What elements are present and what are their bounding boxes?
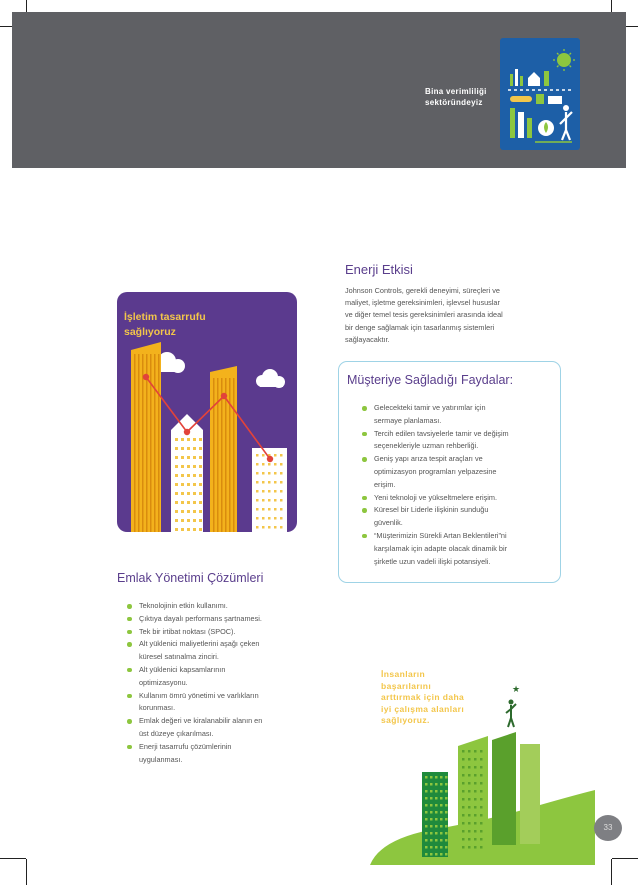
list-item-continuation bbox=[360, 543, 509, 556]
bullet-icon bbox=[127, 745, 132, 750]
list-item bbox=[360, 402, 509, 415]
list-item-text: uygulanması. bbox=[139, 754, 183, 764]
list-item bbox=[125, 626, 262, 639]
list-item-continuation bbox=[360, 517, 509, 530]
list-item-text: seçenekleriyle uzman rehberliği. bbox=[374, 441, 479, 451]
list-item-text: erişim. bbox=[374, 479, 396, 489]
real-estate-title: Emlak Yönetimi Çözümleri bbox=[117, 571, 264, 585]
list-item-text: Alt yüklenici kapsamlarının bbox=[139, 664, 226, 674]
list-item-text: Gelecekteki tamir ve yatırımlar için bbox=[374, 403, 486, 412]
list-item-text: “Müşterimizin Sürekli Artan Beklentileri”ni bbox=[374, 530, 507, 540]
paragraph-line: maliyet, işletme gereksinimleri, işlevsel hususlar bbox=[345, 298, 500, 308]
list-item-text: Çıktıya dayalı performans şartnamesi. bbox=[139, 613, 262, 623]
list-item-text: Emlak değeri ve kiralanabilir alanın en bbox=[139, 716, 263, 726]
list-item bbox=[125, 690, 262, 703]
list-item-text: Tek bir irtibat noktası (SPOC). bbox=[139, 626, 236, 636]
people-text-line: arttırmak için daha bbox=[381, 692, 465, 702]
bullet-icon bbox=[362, 534, 367, 539]
bullet-icon bbox=[362, 432, 367, 437]
list-item bbox=[125, 715, 262, 728]
bullet-icon bbox=[127, 630, 132, 635]
list-item-text: optimizasyon programları yelpazesine bbox=[374, 466, 497, 476]
page-number: 33 bbox=[594, 815, 622, 841]
benefits-title: Müşteriye Sağladığı Faydalar: bbox=[347, 373, 514, 387]
list-item-continuation bbox=[125, 754, 262, 767]
list-item-text: güvenlik. bbox=[374, 518, 403, 528]
crop-mark bbox=[0, 858, 26, 859]
list-item bbox=[125, 741, 262, 754]
list-item bbox=[125, 638, 262, 651]
savings-title-line: sağlıyoruz bbox=[124, 326, 176, 338]
svg-text:★: ★ bbox=[512, 684, 521, 694]
real-estate-list bbox=[125, 600, 262, 766]
paragraph-line: Johnson Controls, gerekli deneyimi, süreçleri ve bbox=[345, 286, 500, 295]
bullet-icon bbox=[127, 668, 132, 673]
list-item-continuation bbox=[125, 728, 262, 741]
list-item bbox=[125, 613, 262, 626]
people-text bbox=[381, 669, 501, 727]
list-item-text: Kullanım ömrü yönetimi ve varlıkların bbox=[139, 690, 259, 700]
list-item-continuation bbox=[125, 702, 262, 715]
list-item-continuation bbox=[360, 466, 509, 479]
list-item bbox=[360, 530, 509, 543]
bullet-icon bbox=[362, 496, 367, 501]
bullet-icon bbox=[362, 406, 367, 411]
list-item-text: üst düzeye çıkarılması. bbox=[139, 728, 214, 738]
bullet-icon bbox=[127, 694, 132, 699]
list-item bbox=[360, 504, 509, 517]
header-text bbox=[425, 86, 507, 108]
list-item bbox=[125, 664, 262, 677]
energy-paragraph bbox=[345, 285, 503, 346]
paragraph-line: ve diğer temel tesis gereksinimleri arasında ideal bbox=[345, 310, 503, 320]
bullet-icon bbox=[127, 604, 132, 609]
list-item bbox=[360, 453, 509, 466]
bullet-icon bbox=[127, 719, 132, 724]
list-item bbox=[360, 492, 509, 505]
list-item-continuation bbox=[125, 651, 262, 664]
list-item-text: şirketle uzun vadeli ilişki potansiyeli. bbox=[374, 556, 491, 566]
building-efficiency-icon bbox=[500, 38, 580, 150]
list-item-text: sermaye planlaması. bbox=[374, 415, 442, 425]
list-item-text: küresel satınalma zinciri. bbox=[139, 652, 219, 662]
savings-panel-title bbox=[124, 310, 244, 340]
list-item-text: optimizasyonu. bbox=[139, 677, 188, 687]
list-item-text: korunması. bbox=[139, 703, 176, 713]
bullet-icon bbox=[362, 508, 367, 513]
paragraph-line: sağlayacaktır. bbox=[345, 334, 390, 344]
header-text-line: Bina verimliliği bbox=[425, 87, 487, 96]
bullet-icon bbox=[127, 617, 132, 622]
list-item-text: Küresel bir Liderle ilişkinin sunduğu bbox=[374, 505, 489, 515]
crop-mark bbox=[612, 858, 638, 859]
list-item-text: Geniş yapı arıza tespit araçları ve bbox=[374, 454, 483, 464]
list-item-text: Yeni teknoloji ve yükseltmelere erişim. bbox=[374, 492, 498, 502]
people-text-line: İnsanların bbox=[381, 669, 426, 679]
bullet-icon bbox=[362, 457, 367, 462]
list-item-continuation bbox=[360, 415, 509, 428]
people-text-line: başarılarını bbox=[381, 680, 432, 691]
list-item-text: Alt yüklenici maliyetlerini aşağı çeken bbox=[139, 639, 260, 649]
paragraph-line: bir denge sağlamak için tasarlanmış sistemleri bbox=[345, 322, 495, 332]
list-item-text: karşılamak için adapte olacak dinamik bir bbox=[374, 543, 508, 553]
crop-mark bbox=[611, 859, 612, 885]
benefits-list bbox=[360, 402, 509, 568]
list-item-continuation bbox=[360, 440, 509, 453]
header-text-line: sektöründeyiz bbox=[425, 98, 483, 107]
list-item bbox=[360, 428, 509, 441]
people-text-line: sağlıyoruz. bbox=[381, 715, 430, 725]
list-item-text: Enerji tasarrufu çözümlerinin bbox=[139, 741, 232, 751]
list-item-text: Tercih edilen tavsiyelerle tamir ve değişim bbox=[374, 428, 509, 438]
list-item-continuation bbox=[360, 556, 509, 569]
list-item-continuation bbox=[360, 479, 509, 492]
benefits-box bbox=[338, 361, 561, 583]
savings-title-line: İşletim tasarrufu bbox=[124, 311, 206, 323]
list-item-text: Teknolojinin etkin kullanımı. bbox=[139, 601, 228, 610]
energy-title: Enerji Etkisi bbox=[345, 262, 413, 277]
list-item-continuation bbox=[125, 677, 262, 690]
people-text-line: iyi çalışma alanları bbox=[381, 703, 465, 714]
list-item bbox=[125, 600, 262, 613]
bullet-icon bbox=[127, 642, 132, 647]
crop-mark bbox=[26, 859, 27, 885]
